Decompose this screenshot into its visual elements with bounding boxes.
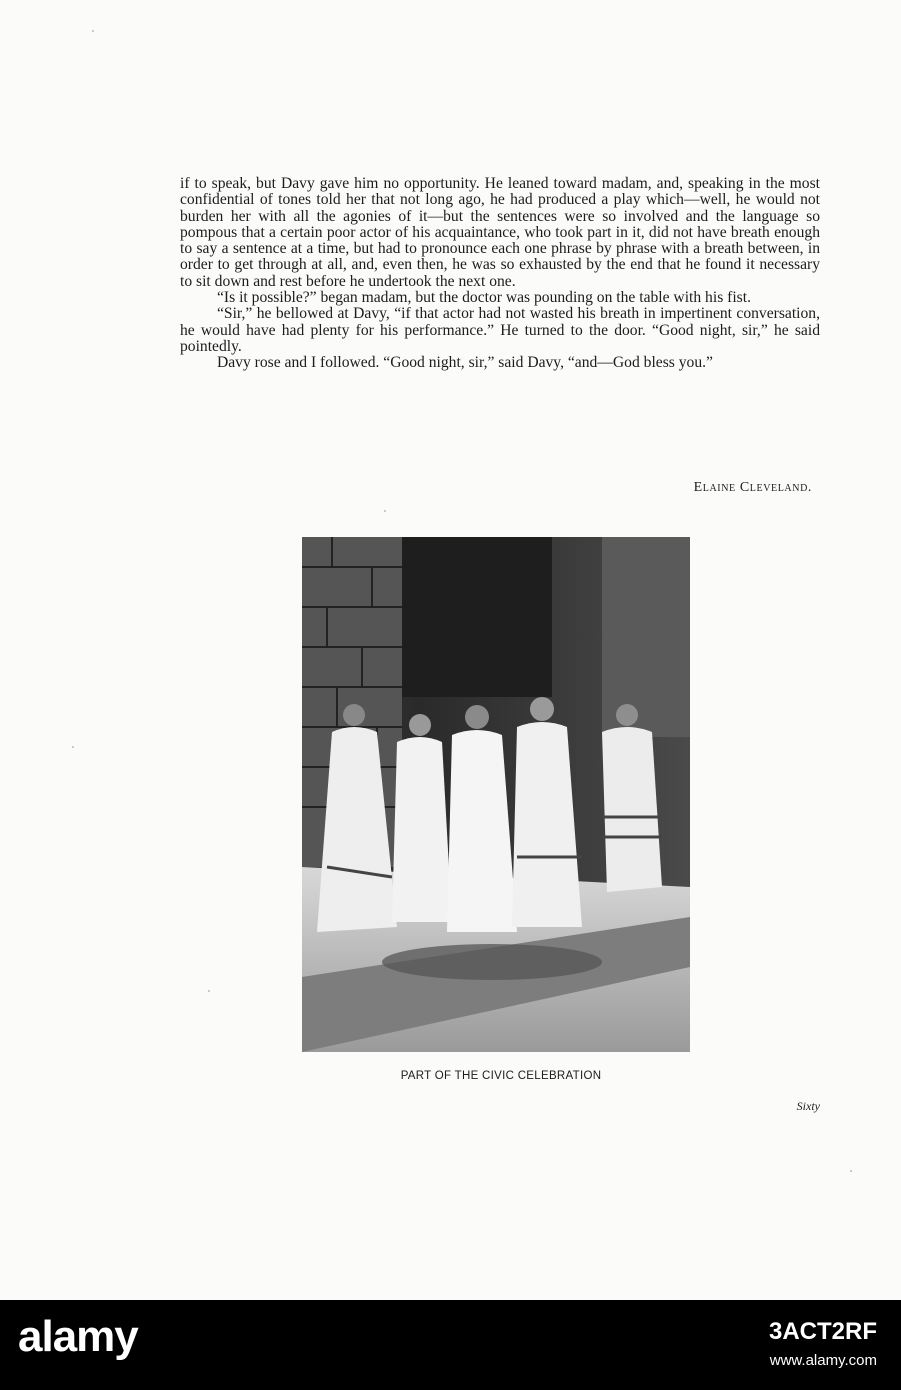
- paper-speck: [72, 746, 74, 748]
- paragraph: “Is it possible?” began madam, but the doctor was pounding on the table with his fist.: [217, 289, 751, 307]
- watermark-url: www.alamy.com: [769, 1352, 877, 1369]
- paper-speck: [92, 30, 94, 32]
- paper-speck: [850, 1170, 852, 1172]
- page-number: Sixty: [796, 1099, 820, 1113]
- paragraph: if to speak, but Davy gave him no opportunity. He leaned toward madam, and, speaking in the most confidential of tones told her that not long ago, he had produced a play which—well, he would not burden her with all the agonies of it—but the sentences were so involved and the language so pompous that a certain poor actor of his acquaintance, who took part in it, did not have breath enough to say a sentence at a time, but had to pronounce each one phrase by phrase with a breath between, in order to get through at all, and, even then, he was so exhausted by the end that he found it necessary to sit down and rest before he undertook the next one.: [180, 175, 820, 290]
- watermark-image-id: 3ACT2RF: [768, 1318, 877, 1345]
- author-signature: Elaine Cleveland.: [693, 480, 812, 495]
- photo-students-in-togas: [302, 537, 690, 1052]
- paper-speck: [208, 990, 210, 992]
- photo-caption: PART OF THE CIVIC CELEBRATION: [400, 1070, 602, 1082]
- watermark-logo: alamy: [18, 1312, 138, 1361]
- paper-speck: [384, 510, 386, 512]
- far-building: [602, 537, 690, 737]
- shadow-on-ground: [382, 944, 602, 980]
- shadowed-wall: [402, 537, 552, 697]
- paragraph: “Sir,” he bellowed at Davy, “if that actor had not wasted his breath in impertinent conversation, he would have had plenty for his performance.” He turned to the door. “Good night, sir,” he said pointedly.: [180, 305, 820, 355]
- article-body: [180, 176, 820, 372]
- paragraph: Davy rose and I followed. “Good night, sir,” said Davy, “and—God bless you.”: [217, 354, 713, 372]
- photograph: [302, 537, 690, 1052]
